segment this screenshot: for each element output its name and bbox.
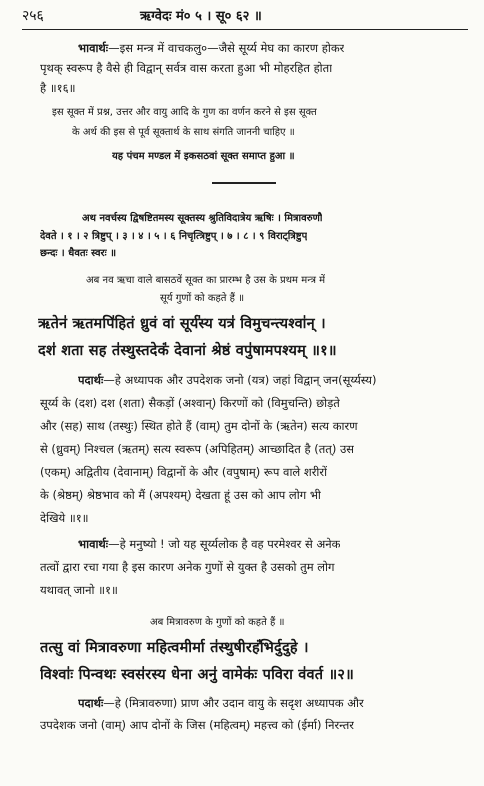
intro-line: छन्दः । धैवतः स्वरः ॥ — [40, 248, 117, 259]
mantra-line: तत्सु वां मित्रावरुणा महित्वमीर्मा त॑स्थुषीरहं॑भिर्दुदुहे । — [40, 640, 309, 656]
sukta-end-line: यह पंचम मण्डल में इकसठवां सूक्त समाप्त हुआ ॥ — [112, 151, 295, 162]
bhavartha-line: यथावत् जानो ॥१॥ — [40, 583, 118, 597]
intro-line: सूर्य गुणों को कहते हैं ॥ — [160, 293, 245, 304]
mantra-line: ऋतेन॑ ऋतमपि॑हितं ध्रुवं वां सूर्य॑स्य यत्र॑ विमुचन्त्यश्वा॑न् । — [38, 316, 326, 332]
bhavartha-line — [78, 537, 340, 552]
bhavartha-label: भावार्थः — [78, 41, 109, 55]
intro-line: अब मित्रावरुण के गुणों को कहते हैं ॥ — [150, 617, 285, 628]
bhavartha-text: —हे मनुष्यो ! जो यह सूर्य्यलोक है वह परमेश्वर से अनेक — [108, 537, 341, 551]
bhavartha-text: —इस मन्त्र में वाचकलु०—जैसे सूर्य्य मेघ का कारण होकर — [108, 41, 345, 55]
padartha-line — [78, 696, 364, 711]
page-number: २५६ — [22, 8, 44, 24]
padartha-line: के (श्रेष्ठम्) श्रेष्ठभाव को मैं (अपश्यम्) देखता हूं उस को आप लोग भी — [40, 488, 321, 502]
bhavartha-line: तत्वों द्वारा रचा गया है इस कारण अनेक गुणों से युक्त है उसको तुम लोग — [40, 560, 335, 574]
bhavartha-line — [78, 41, 344, 56]
bhavartha-label: भावार्थः — [78, 537, 109, 551]
bhavartha-line: है ॥१६॥ — [40, 81, 76, 95]
padartha-line: देखिये ॥१॥ — [40, 511, 89, 525]
padartha-text: —हे (मित्रावरुणा) प्राण और उदान वायु के सदृश अध्यापक और — [103, 696, 364, 710]
padartha-line — [78, 373, 376, 388]
padartha-line: से (ध्रुवम्) निश्चल (ऋतम्) सत्य स्वरूप (अपिहितम्) आच्छादित है (तत्) उस — [40, 442, 355, 456]
mantra-line: विश्वाः॑ पिन्वथः स्वस॑रस्य धेना अनु॑ वामेकः॑ पविरा व॑वर्त ॥२॥ — [40, 667, 355, 683]
running-title: ऋग्वेदः मं० ५ । सू० ६२ ॥ — [140, 9, 262, 24]
intro-line: देवते । १ । २ त्रिष्टुप् । ३ । ४ । ५ । ६ निचृत्त्रिष्टुप् । ७ । ८ । ९ विराट्त्रिष्टुप् — [40, 231, 308, 242]
padartha-label: पदार्थः — [78, 373, 104, 387]
padartha-text: —हे अध्यापक और उपदेशक जनो (यत्र) जहां विद्वान् जन(सूर्य्यस्य) — [103, 373, 377, 387]
summary-line: इस सूक्त में प्रश्न, उत्तर और वायु आदि के गुण का वर्णन करने से इस सूक्त — [52, 107, 317, 118]
mantra-line: दश॑ शता सह त॑स्थुस्तदेकं॑ देवानां श्रेष्ठं वपु॑षामपश्यम् ॥१॥ — [38, 343, 337, 359]
page-header — [22, 6, 468, 28]
padartha-label: पदार्थः — [78, 696, 104, 710]
padartha-line: (एकम्) अद्वितीय (देवानाम्) विद्वानों के और (वपुषाम्) रूप वाले शरीरों — [40, 465, 328, 479]
padartha-line: उपदेशक जनो (वाम्) आप दोनों के जिस (महित्वम्) महत्त्व को (ईर्मा) निरन्तर — [40, 718, 354, 732]
padartha-line: सूर्य्य के (दश) दश (शता) सैकड़ों (अश्वान्) किरणों को (विमुचन्ति) छोड़ते — [40, 396, 340, 410]
summary-line: के अर्थ की इस से पूर्व सूक्तार्थ के साथ संगति जाननी चाहिए ॥ — [72, 127, 295, 138]
bhavartha-line: पृथक् स्वरूप है वैसे ही विद्वान् सर्वत्र वास करता हुआ भी मोहरहित होता — [40, 61, 333, 75]
intro-line: अब नव ऋचा वाले बासठवें सूक्त का प्रारम्भ है उस के प्रथम मन्त्र में — [86, 275, 326, 286]
intro-line: अथ नवर्चस्य द्विषष्टितमस्य सूक्तस्य श्रुतिविदात्रेय ऋषिः । मित्रावरुणौ — [82, 213, 323, 224]
section-divider — [212, 182, 276, 184]
header-rule — [22, 29, 468, 30]
padartha-line: और (सह) साथ (तस्थुः) स्थित होते हैं (वाम्) तुम दोनों के (ऋतेन) सत्य कारण — [40, 419, 358, 433]
